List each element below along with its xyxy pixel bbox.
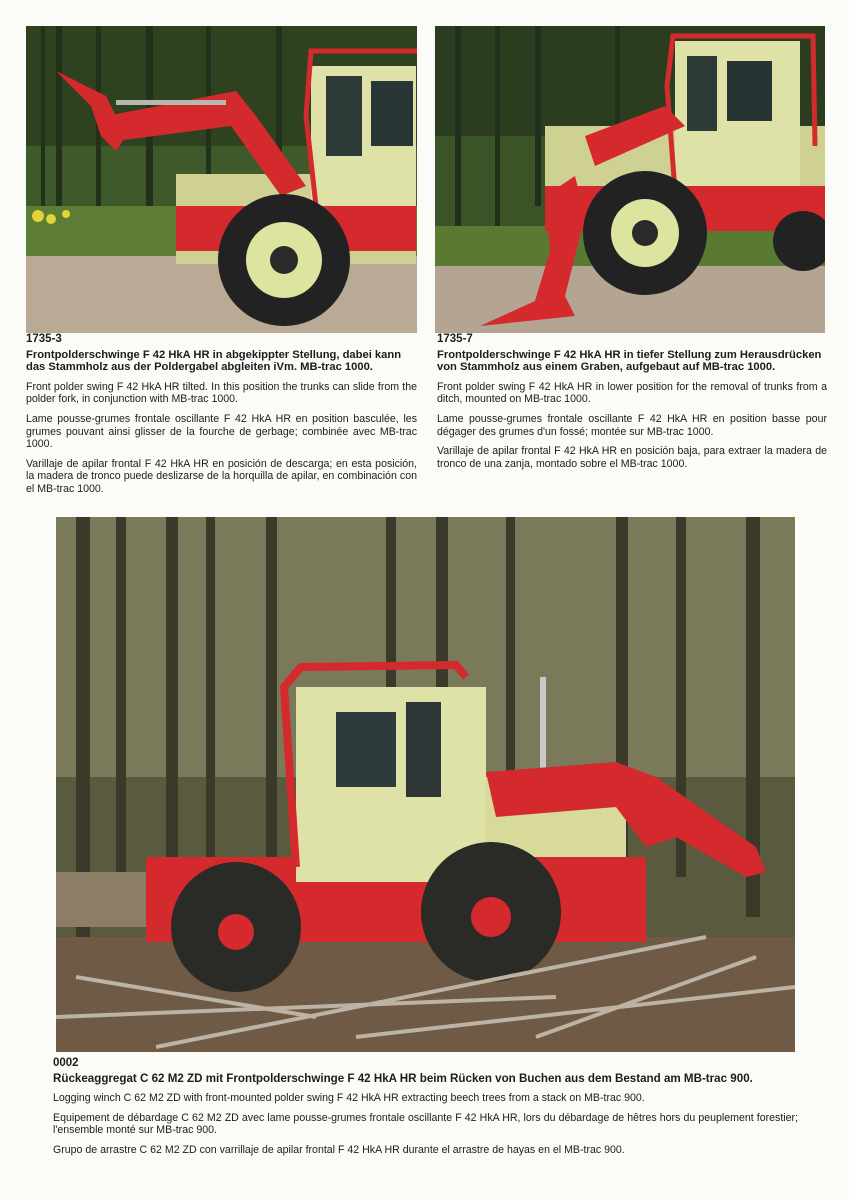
photo-0002: [56, 517, 795, 1052]
tractor-lowered-swing-image: [435, 26, 825, 333]
caption-heading-de: Frontpolderschwinge F 42 HkA HR in tiefer Stellung zum Herausdrücken von Stammholz aus einem Graben, aufgebaut auf MB-trac 1000.: [437, 348, 822, 374]
caption-text-en: Front polder swing F 42 HkA HR tilted. In this position the trunks can slide from the polder fork, in conjunction with MB-trac 1000.: [26, 380, 417, 406]
caption-heading-de: Rückeaggregat C 62 M2 ZD mit Frontpolderschwinge F 42 HkA HR beim Rücken von Buchen aus dem Bestand am MB-trac 900.: [53, 1071, 753, 1085]
caption-0002: [53, 1057, 798, 1164]
caption-heading-de: Frontpolderschwinge F 42 HkA HR in abgekippter Stellung, dabei kann das Stammholz aus der Poldergabel abgleiten iVm. MB-trac 1000.: [26, 348, 402, 374]
caption-1735-3: [26, 333, 417, 503]
photo-number: 1735-7: [437, 333, 473, 345]
caption-text-fr: Lame pousse-grumes frontale oscillante F 42 HkA HR en position basse pour dégager des grumes d'un fossé; montée sur MB-trac 1000.: [437, 412, 827, 438]
caption-text-fr: Lame pousse-grumes frontale oscillante F 42 HkA HR en position basculée, les grumes pouvant ainsi glisser de la fourche de gerbage; combinée avec MB-trac 1000.: [26, 412, 417, 451]
tractor-tilted-swing-image: [26, 26, 417, 333]
caption-text-en: Logging winch C 62 M2 ZD with front-mounted polder swing F 42 HkA HR extracting beech trees from a stack on MB-trac 900.: [53, 1092, 645, 1105]
photo-1735-3: [26, 26, 417, 333]
caption-text-es: Varillaje de apilar frontal F 42 HkA HR en posición baja, para extraer la madera de tronco de una zanja, montado sobre el MB-trac 1000.: [437, 445, 827, 470]
caption-text-en: Front polder swing F 42 HkA HR in lower position for the removal of trunks from a ditch, mounted on MB-trac 1000.: [437, 380, 827, 406]
caption-text-fr: Equipement de débardage C 62 M2 ZD avec lame pousse-grumes frontale oscillante F 42 HkA HR, lors du débardage de hêtres hors du peuplement forestier; l'ensemble monté sur MB-trac 900.: [53, 1111, 798, 1137]
caption-text-es: Varillaje de apilar frontal F 42 HkA HR en posición de descarga; en esta posición, la madera de tronco puede deslizarse de la horquilla de apilar, en combinación con el MB-trac 1000.: [26, 457, 417, 495]
tractor-logging-winch-image: [56, 517, 795, 1052]
photo-1735-7: [435, 26, 825, 333]
photo-number: 1735-3: [26, 333, 62, 345]
photo-number: 0002: [53, 1057, 79, 1069]
caption-1735-7: [437, 333, 827, 477]
caption-text-es: Grupo de arrastre C 62 M2 ZD con varrillaje de apilar frontal F 42 HkA HR durante el arrastre de hayas en el MB-trac 900.: [53, 1143, 625, 1156]
